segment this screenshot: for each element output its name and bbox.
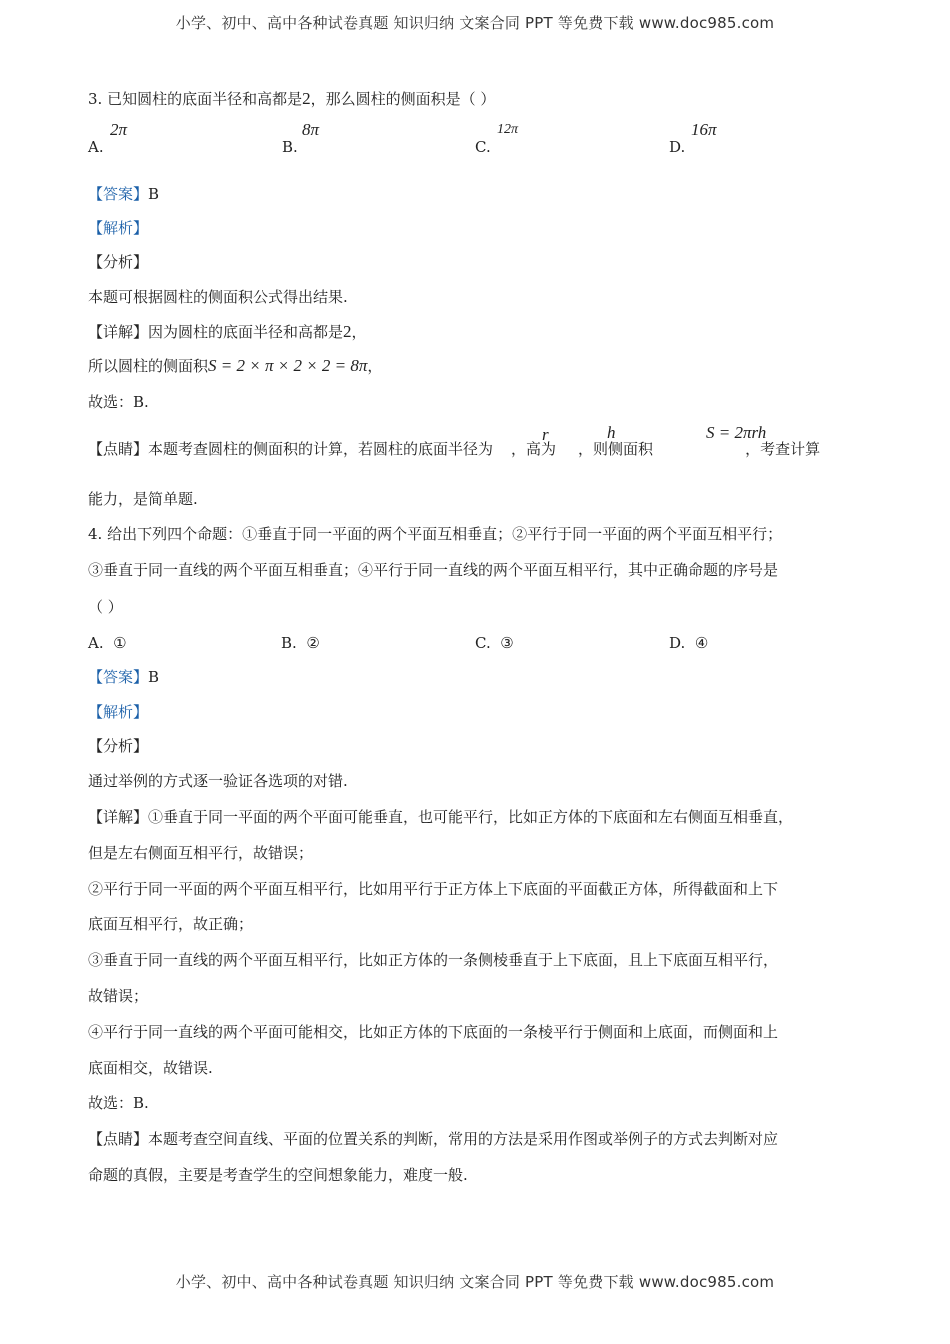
detail-text: 因为圆柱的底面半径和高都是: [148, 323, 344, 341]
q3-stem-text: 3. 已知圆柱的底面半径和高都是: [88, 90, 303, 108]
option-label: B.: [282, 138, 298, 156]
q4-detail-line-8: 底面相交，故错误.: [88, 1059, 213, 1077]
q4-comment-line-1: [88, 1127, 878, 1151]
q3-option-c: [475, 135, 491, 159]
comment-tag: 【点睛】: [88, 440, 149, 458]
q4-stem-line-1: 4. 给出下列四个命题：①垂直于同一平面的两个平面互相垂直；②平行于同一平面的两个平面互相平行；: [88, 525, 783, 543]
q3-fenxi-heading: 【分析】: [88, 253, 149, 271]
option-value: ①: [113, 634, 127, 652]
q4-answer: [88, 665, 878, 689]
q4-option-d: [669, 631, 708, 655]
q3-stem-number: 2: [302, 89, 311, 108]
q4-detail-line-4: 底面互相平行，故正确；: [88, 915, 254, 933]
page-header: 小学、初中、高中各种试卷真题 知识归纳 文案合同 PPT 等免费下载 www.doc985.com: [175, 14, 775, 32]
q4-option-c: [475, 631, 514, 655]
option-label: D.: [669, 138, 686, 156]
q4-analysis-heading: [88, 700, 878, 724]
q3-stem-tail: ，那么圆柱的侧面积是（ ）: [310, 90, 496, 108]
q3-comment-line-2: 能力，是简单题.: [88, 490, 198, 508]
q3-option-b: [282, 135, 298, 159]
option-label: C.: [475, 138, 491, 156]
q3-detail-line-2: [88, 354, 878, 378]
comment-text: ，高为: [511, 440, 557, 458]
analysis-tag: 【解析】: [88, 703, 149, 721]
lateral-area-formula: S = 2πrh: [706, 423, 767, 442]
option-label: A.: [88, 138, 104, 156]
detail-tag: 【详解】: [88, 323, 149, 341]
q4-detail-line-1: [88, 805, 878, 829]
q4-fenxi-heading: 【分析】: [88, 737, 149, 755]
option-label: A.: [88, 634, 104, 652]
q3-choose: 故选：B.: [88, 393, 149, 411]
q3-option-a-value: 2π: [110, 120, 128, 139]
q4-detail-line-2: 但是左右侧面互相平行，故错误；: [88, 844, 314, 862]
comment-text: 本题考查空间直线、平面的位置关系的判断，常用的方法是采用作图或举例子的方式去判断对应: [148, 1130, 779, 1148]
height-symbol: h: [607, 423, 616, 442]
answer-tag: 【答案】: [88, 185, 149, 203]
q4-option-b: [281, 631, 320, 655]
q3-option-a: [88, 135, 104, 159]
q4-fenxi-text: 通过举例的方式逐一验证各选项的对错.: [88, 772, 348, 790]
answer-value: B: [148, 668, 160, 686]
q3-analysis-heading: [88, 216, 878, 240]
q4-option-a: [88, 631, 127, 655]
page-footer: 小学、初中、高中各种试卷真题 知识归纳 文案合同 PPT 等免费下载 www.doc985.com: [175, 1273, 775, 1291]
q3-fenxi-text: 本题可根据圆柱的侧面积公式得出结果.: [88, 288, 348, 306]
q3-stem: [88, 87, 878, 111]
answer-value: B: [148, 185, 160, 203]
comment-text: 本题考查圆柱的侧面积的计算，若圆柱的底面半径为: [148, 440, 494, 458]
detail-number: 2: [343, 322, 352, 341]
q4-detail-line-3: ②平行于同一平面的两个平面互相平行，比如用平行于正方体上下底面的平面截正方体，所得截面和上下: [88, 880, 779, 898]
detail-text: ①垂直于同一平面的两个平面可能垂直，也可能平行，比如正方体的下底面和左右侧面互相垂直，: [148, 808, 794, 826]
answer-tag: 【答案】: [88, 668, 149, 686]
q4-detail-line-7: ④平行于同一直线的两个平面可能相交，比如正方体的下底面的一条棱平行于侧面和上底面，而侧面和上: [88, 1023, 779, 1041]
option-value: ④: [694, 634, 709, 652]
q4-stem-line-2: ③垂直于同一直线的两个平面互相垂直；④平行于同一直线的两个平面互相平行，其中正确命题的序号是: [88, 561, 779, 579]
option-label: C.: [475, 634, 491, 652]
q4-choose: 故选：B.: [88, 1094, 149, 1112]
option-value: ③: [500, 634, 514, 652]
area-formula: S = 2 × π × 2 × 2 = 8π: [208, 356, 368, 375]
q3-answer: [88, 182, 878, 206]
q3-option-c-value: 12π: [497, 122, 519, 137]
q4-stem-line-3: （ ）: [88, 598, 123, 616]
q4-comment-line-2: 命题的真假，主要是考查学生的空间想象能力，难度一般.: [88, 1166, 468, 1184]
analysis-tag: 【解析】: [88, 219, 149, 237]
radius-symbol: r: [542, 425, 549, 444]
detail-text: 所以圆柱的侧面积: [88, 357, 209, 375]
detail-tag: 【详解】: [88, 808, 149, 826]
q3-option-d: [669, 135, 685, 159]
option-value: ②: [306, 634, 320, 652]
option-label: B.: [281, 634, 297, 652]
comment-text: ，则侧面积: [578, 440, 654, 458]
q3-option-b-value: 8π: [302, 120, 320, 139]
detail-punct: ，: [351, 323, 367, 341]
q3-option-d-value: 16π: [691, 120, 717, 139]
comment-tag: 【点睛】: [88, 1130, 149, 1148]
q3-detail-line-1: [88, 320, 878, 344]
q4-detail-line-5: ③垂直于同一直线的两个平面互相平行，比如正方体的一条侧棱垂直于上下底面，且上下底面互相平行，: [88, 951, 779, 969]
q4-detail-line-6: 故错误；: [88, 987, 149, 1005]
option-label: D.: [669, 634, 686, 652]
comment-text: ，考查计算: [745, 440, 821, 458]
detail-punct: ，: [367, 357, 383, 375]
